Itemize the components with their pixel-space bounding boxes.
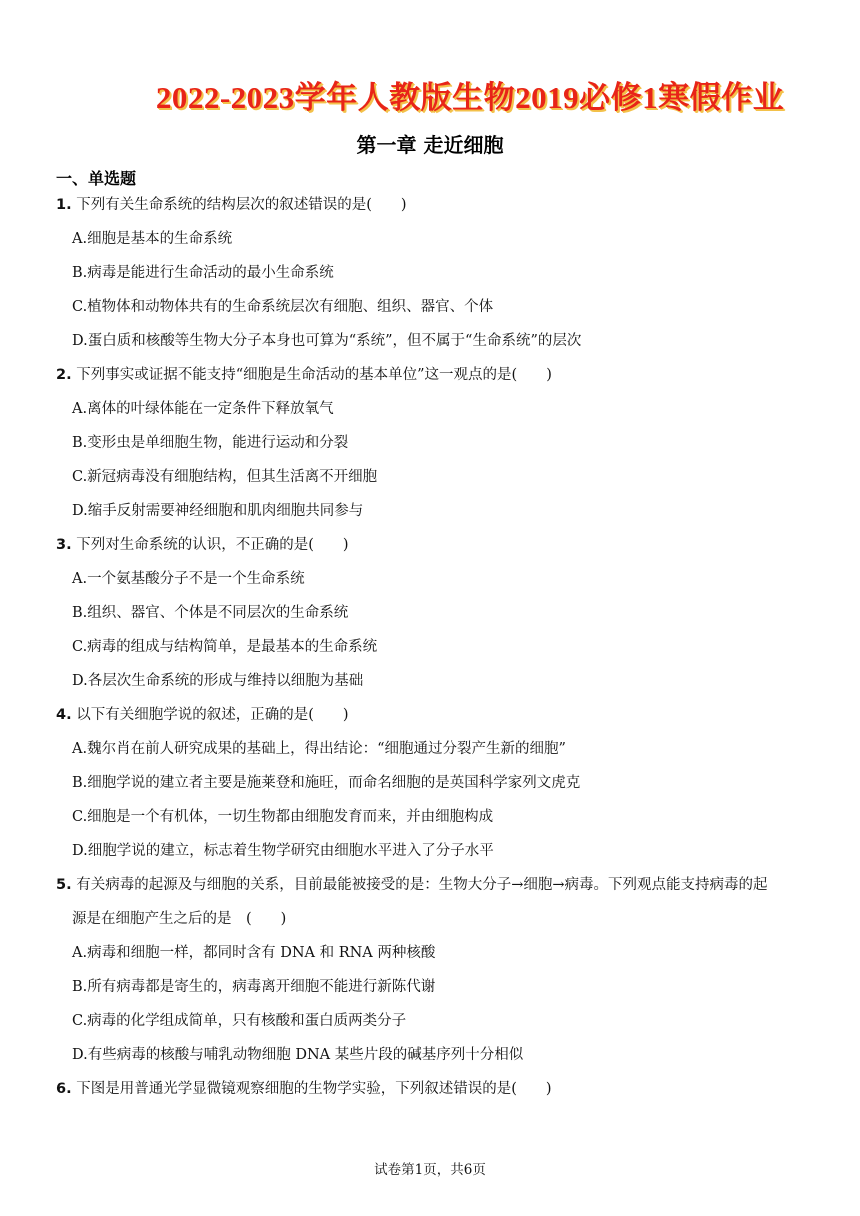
- question-1-option-d: D.蛋白质和核酸等生物大分子本身也可算为“系统”，但不属于“生命系统”的层次: [72, 333, 582, 349]
- question-5-stem: [56, 868, 810, 936]
- page-footer: 试卷第1页，共6页: [374, 1162, 486, 1178]
- chapter-title: 第一章 走近细胞: [356, 133, 504, 157]
- question-5-option-c: C.病毒的化学组成简单，只有核酸和蛋白质两类分子: [72, 1013, 407, 1029]
- question-number: 6.: [56, 1081, 72, 1097]
- question-3-option-a: A.一个氨基酸分子不是一个生命系统: [72, 571, 305, 587]
- question-5-option-a: A.病毒和细胞一样，都同时含有 DNA 和 RNA 两种核酸: [72, 945, 436, 961]
- question-text: 下列对生命系统的认识，不正确的是( ): [76, 537, 349, 553]
- question-1-option-a: A.细胞是基本的生命系统: [72, 231, 233, 247]
- question-4-option-d: D.细胞学说的建立，标志着生物学研究由细胞水平进入了分子水平: [72, 843, 494, 859]
- question-5-option-d: D.有些病毒的核酸与哺乳动物细胞 DNA 某些片段的碱基序列十分相似: [72, 1047, 524, 1063]
- question-number: 1.: [56, 197, 72, 213]
- question-text: 以下有关细胞学说的叙述，正确的是( ): [76, 707, 349, 723]
- question-3-option-b: B.组织、器官、个体是不同层次的生命系统: [72, 605, 349, 621]
- section-heading: 一、单选题: [56, 169, 137, 188]
- question-4-option-a: A.魏尔肖在前人研究成果的基础上，得出结论：“细胞通过分裂产生新的细胞”: [72, 741, 566, 757]
- question-4-option-c: C.细胞是一个有机体，一切生物都由细胞发育而来，并由细胞构成: [72, 809, 494, 825]
- question-1-option-b: B.病毒是能进行生命活动的最小生命系统: [72, 265, 334, 281]
- question-2-option-a: A.离体的叶绿体能在一定条件下释放氧气: [72, 401, 334, 417]
- question-text: 下列事实或证据不能支持“细胞是生命活动的基本单位”这一观点的是( ): [76, 367, 552, 383]
- question-4-stem: [56, 698, 810, 732]
- question-2-stem: [56, 358, 810, 392]
- question-text: 有关病毒的起源及与细胞的关系，目前最能被接受的是：生物大分子→细胞→病毒。下列观点能支持病毒的起: [76, 877, 768, 893]
- question-6-stem: [56, 1072, 810, 1106]
- question-5-option-b: B.所有病毒都是寄生的，病毒离开细胞不能进行新陈代谢: [72, 979, 436, 995]
- question-number: 3.: [56, 537, 72, 553]
- page-title: 2022-2023学年人教版生物2019必修1寒假作业: [155, 80, 785, 115]
- question-1-option-c: C.植物体和动物体共有的生命系统层次有细胞、组织、器官、个体: [72, 299, 494, 315]
- question-4-option-b: B.细胞学说的建立者主要是施莱登和施旺，而命名细胞的是英国科学家列文虎克: [72, 775, 581, 791]
- question-2-option-b: B.变形虫是单细胞生物，能进行运动和分裂: [72, 435, 349, 451]
- question-3-stem: [56, 528, 810, 562]
- question-2-option-d: D.缩手反射需要神经细胞和肌肉细胞共同参与: [72, 503, 364, 519]
- question-3-option-d: D.各层次生命系统的形成与维持以细胞为基础: [72, 673, 364, 689]
- question-3-option-c: C.病毒的组成与结构简单，是最基本的生命系统: [72, 639, 378, 655]
- question-2-option-c: C.新冠病毒没有细胞结构，但其生活离不开细胞: [72, 469, 378, 485]
- question-text-continued: 源是在细胞产生之后的是 ( ): [72, 911, 287, 927]
- question-number: 2.: [56, 367, 72, 383]
- question-1-stem: [56, 188, 810, 222]
- question-number: 4.: [56, 707, 72, 723]
- question-number: 5.: [56, 877, 72, 893]
- question-text: 下图是用普通光学显微镜观察细胞的生物学实验，下列叙述错误的是( ): [76, 1081, 552, 1097]
- question-text: 下列有关生命系统的结构层次的叙述错误的是( ): [76, 197, 407, 213]
